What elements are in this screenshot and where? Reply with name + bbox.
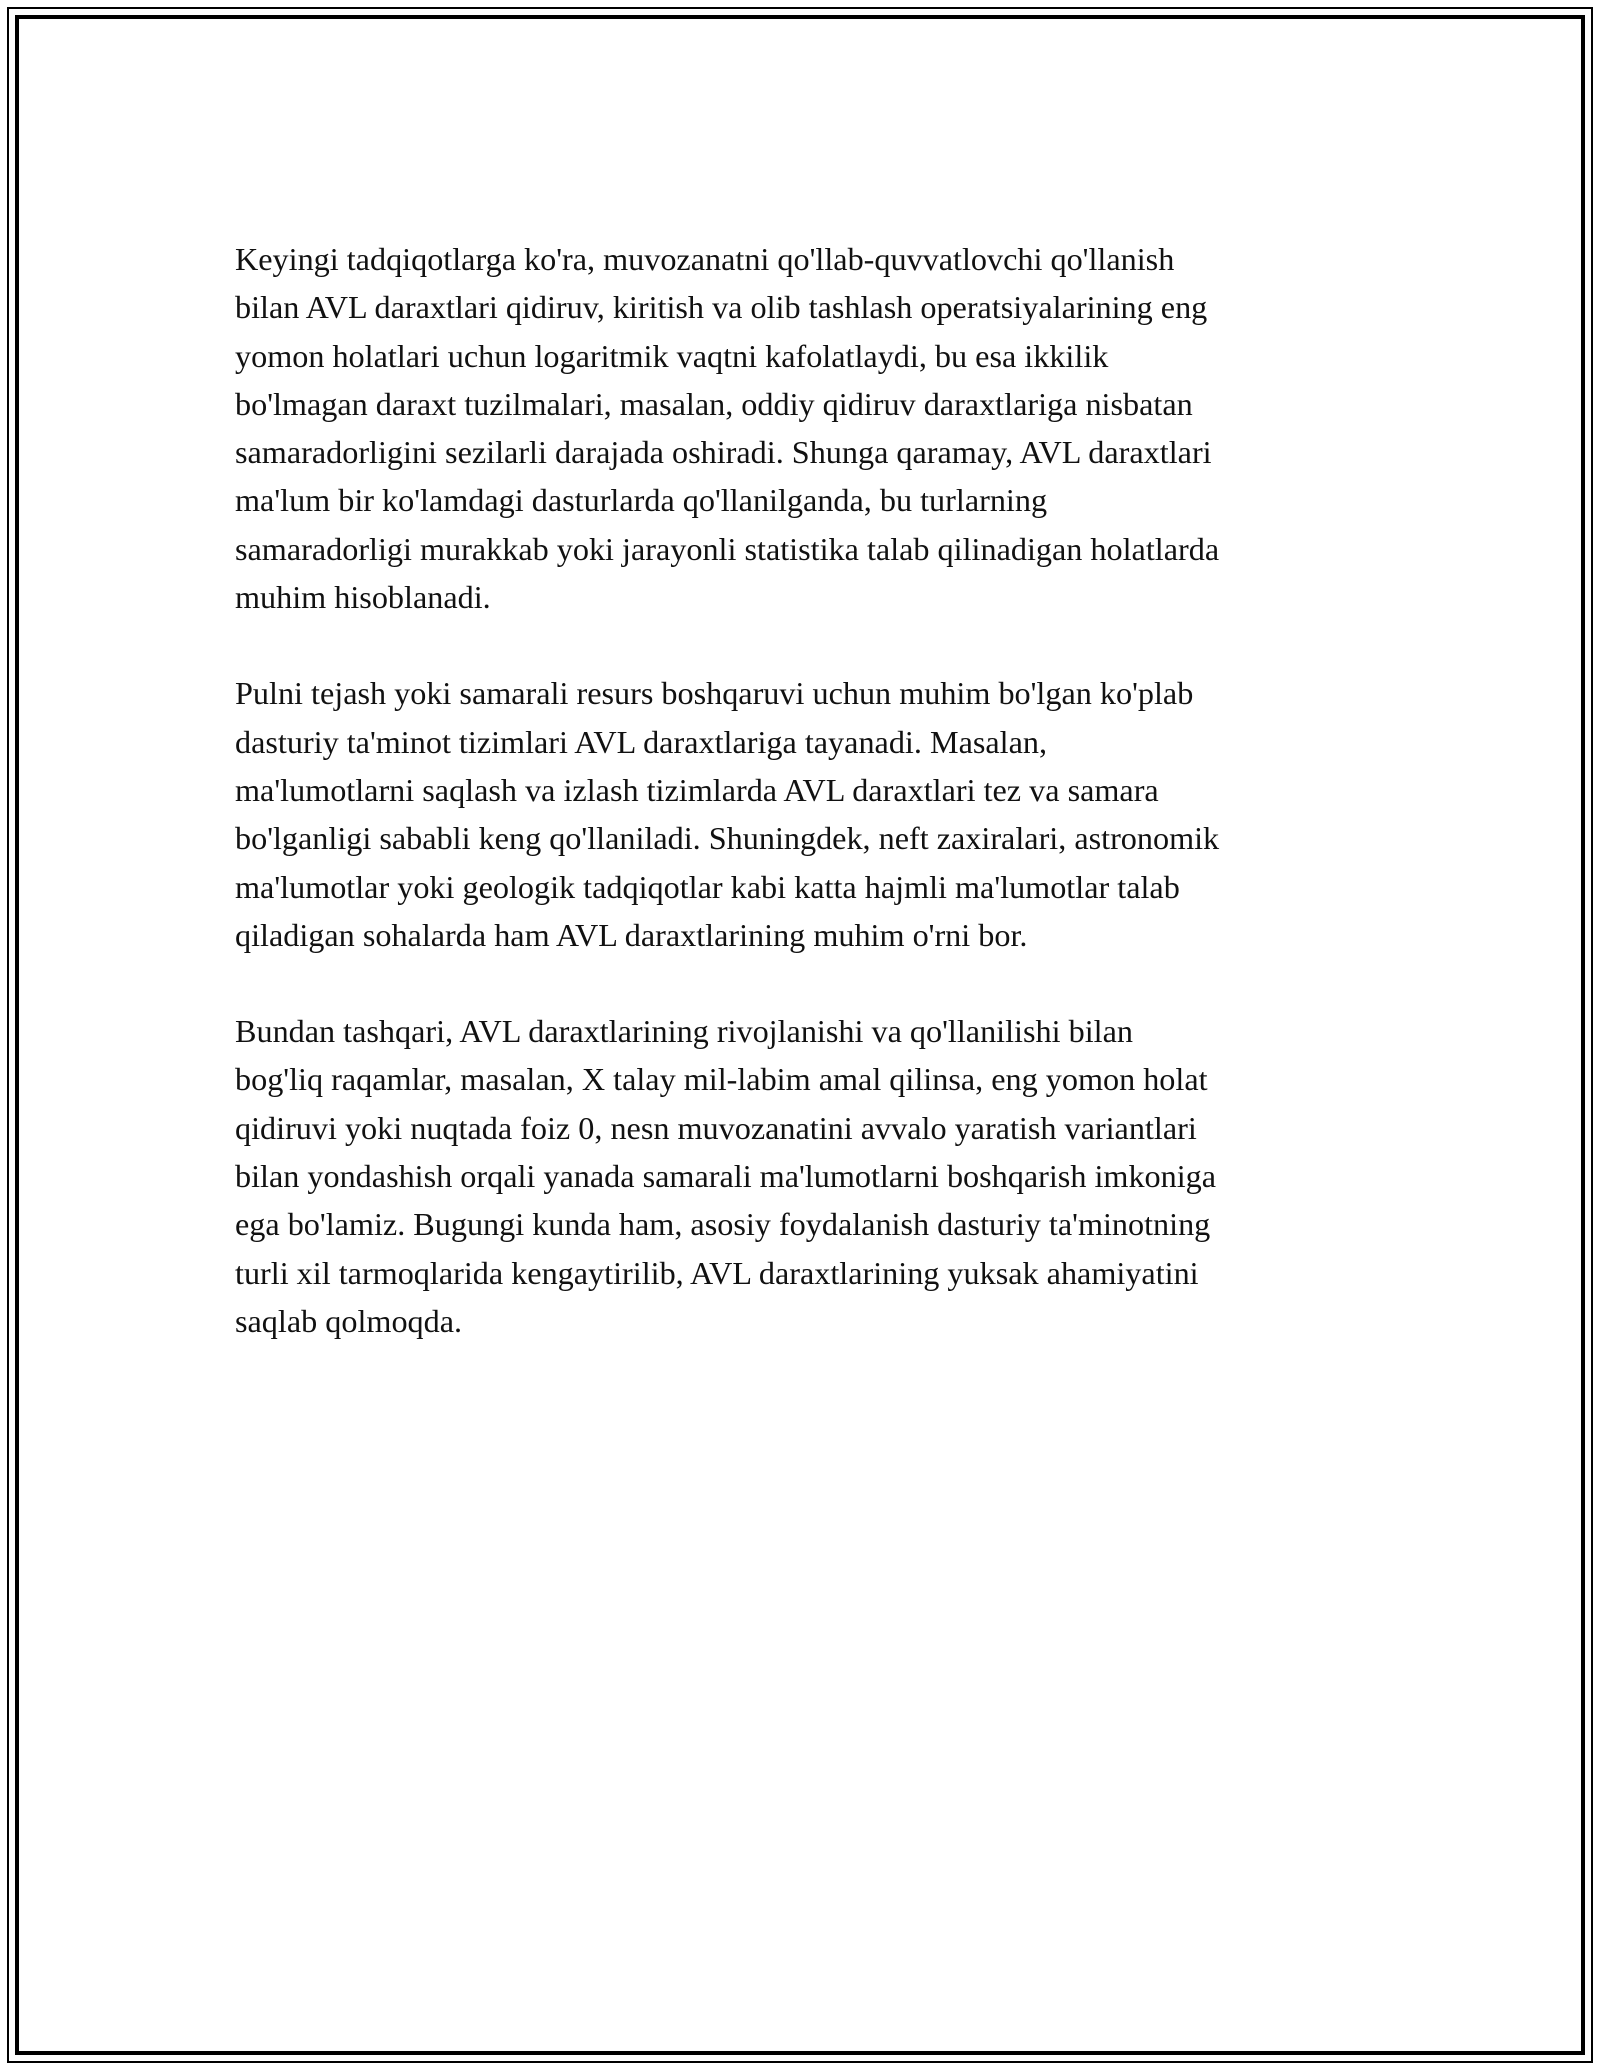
text-line: saqlab qolmoqda. xyxy=(235,1302,463,1339)
text-line: qidiruvi yoki nuqtada foiz 0, nesn muvozanatini avvalo yaratish variantlari xyxy=(235,1109,1197,1146)
text-line: yomon holatlari uchun logaritmik vaqtni kafolatlaydi, bu esa ikkilik xyxy=(235,337,1109,374)
text-line: bog'liq raqamlar, masalan, X talay mil-labim amal qilinsa, eng yomon holat xyxy=(235,1061,1208,1098)
text-line: samaradorligini sezilarli darajada oshiradi. Shunga qaramay, AVL daraxtlari xyxy=(235,434,1212,471)
text-line: ma'lumotlar yoki geologik tadqiqotlar kabi katta hajmli ma'lumotlar talab xyxy=(235,868,1180,905)
text-line: qiladigan sohalarda ham AVL daraxtlarining muhim o'rni bor. xyxy=(235,916,1028,953)
paragraph-3 xyxy=(235,1007,1365,1345)
text-line: ma'lum bir ko'lamdagi dasturlarda qo'llanilganda, bu turlarning xyxy=(235,482,1048,519)
text-line: Bundan tashqari, AVL daraxtlarining rivojlanishi va qo'llanilishi bilan xyxy=(235,1013,1133,1050)
document-body xyxy=(235,235,1365,1393)
text-line: ega bo'lamiz. Bugungi kunda ham, asosiy foydalanish dasturiy ta'minotning xyxy=(235,1206,1211,1243)
text-line: bilan AVL daraxtlari qidiruv, kiritish va olib tashlash operatsiyalarining eng xyxy=(235,289,1208,326)
text-line: turli xil tarmoqlarida kengaytirilib, AVL daraxtlarining yuksak ahamiyatini xyxy=(235,1254,1199,1291)
text-line: samaradorligi murakkab yoki jarayonli statistika talab qilinadigan holatlarda xyxy=(235,530,1220,567)
paragraph-1 xyxy=(235,235,1365,621)
text-line: bo'lganligi sababli keng qo'llaniladi. Shuningdek, neft zaxiralari, astronomik xyxy=(235,820,1220,857)
text-line: bo'lmagan daraxt tuzilmalari, masalan, oddiy qidiruv daraxtlariga nisbatan xyxy=(235,385,1193,422)
text-line: dasturiy ta'minot tizimlari AVL daraxtlariga tayanadi. Masalan, xyxy=(235,723,1048,760)
text-line: muhim hisoblanadi. xyxy=(235,579,491,616)
text-line: Keyingi tadqiqotlarga ko'ra, muvozanatni qo'llab-quvvatlovchi qo'llanish xyxy=(235,241,1175,277)
text-line: ma'lumotlarni saqlash va izlash tizimlarda AVL daraxtlari tez va samara xyxy=(235,771,1159,808)
text-line: Pulni tejash yoki samarali resurs boshqaruvi uchun muhim bo'lgan ko'plab xyxy=(235,675,1194,712)
paragraph-2 xyxy=(235,669,1365,959)
text-line: bilan yondashish orqali yanada samarali ma'lumotlarni boshqarish imkoniga xyxy=(235,1158,1217,1195)
